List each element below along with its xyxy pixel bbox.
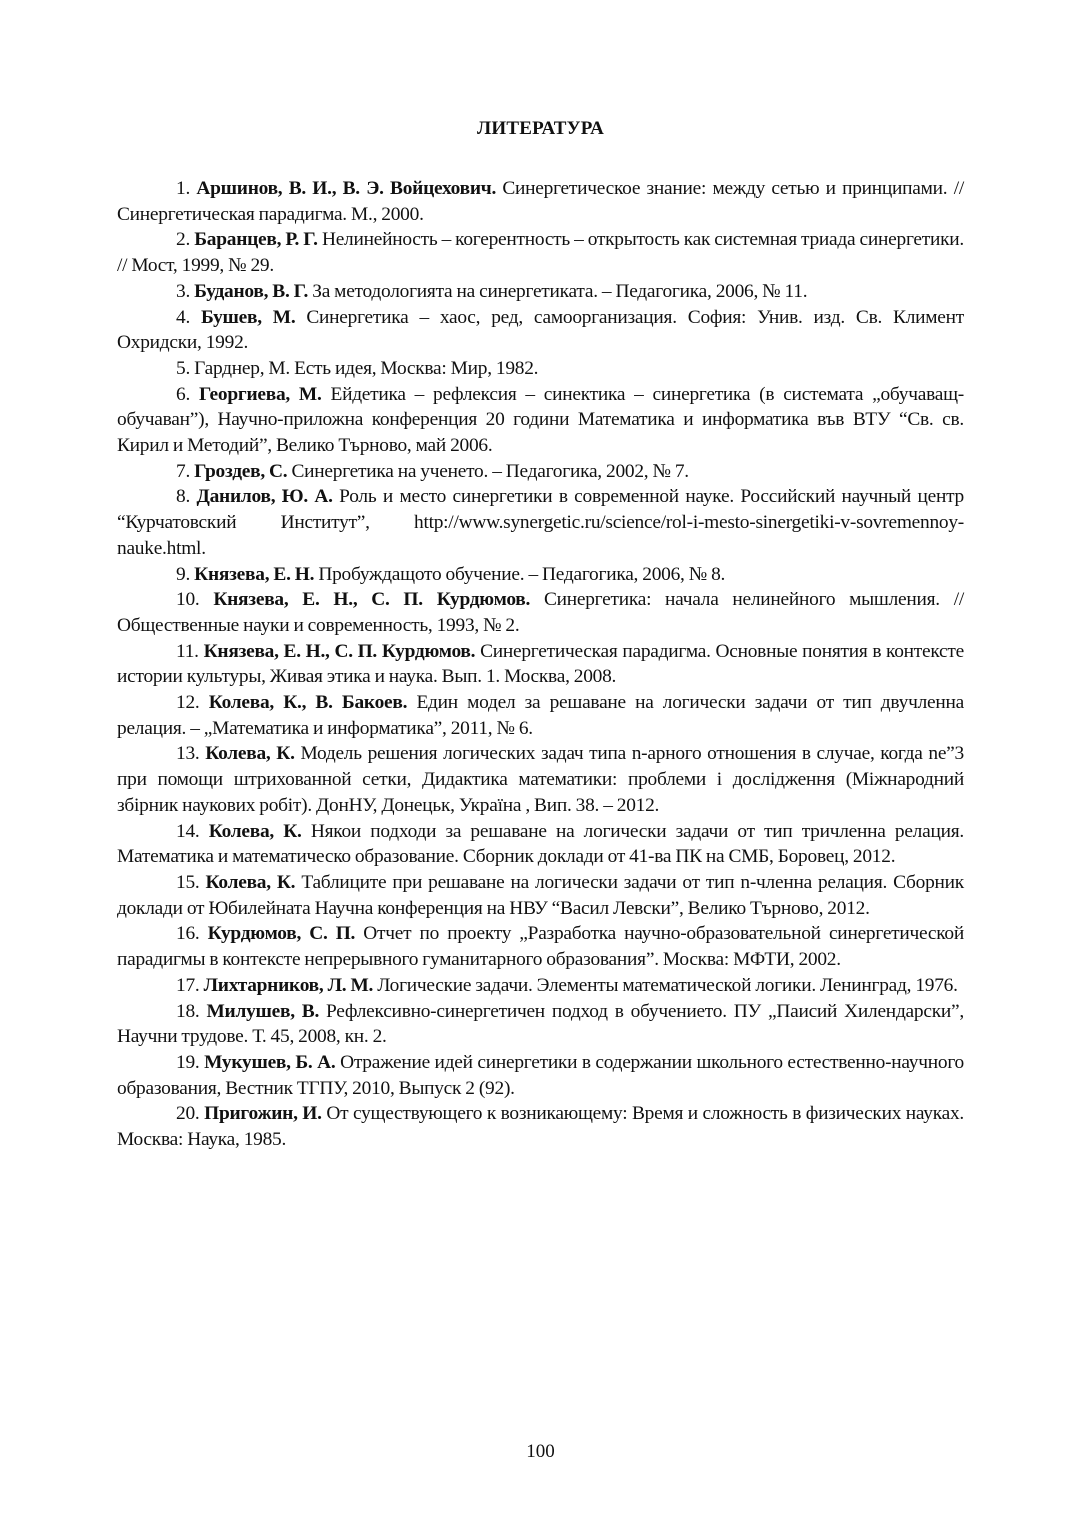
document-page — [117, 0, 964, 1536]
reference-number: 15. — [176, 871, 200, 893]
reference-list — [117, 176, 964, 1153]
reference-number: 17. — [176, 974, 200, 996]
reference-item — [117, 587, 964, 638]
reference-number: 5. — [176, 357, 191, 379]
reference-number: 10. — [176, 589, 200, 611]
reference-item — [117, 973, 964, 999]
reference-number: 3. — [176, 280, 191, 302]
reference-author: Пригожин, И. — [204, 1103, 322, 1125]
reference-text: Някои подходи за решаване на логически задачи от тип тричленна релация. Математика и математическо образование. Сборник доклади от 41-ва ПК на СМБ, Боровец, 2012. — [117, 820, 964, 868]
reference-number: 18. — [176, 1000, 200, 1022]
reference-item — [117, 305, 964, 356]
reference-text: Роль и место синергетики в современной науке. Российский научный центр “Курчатовский Институт”, http://www.synergetic.ru/science/rol-i-mesto-sinergetiki-v-sovremennoy-nauke.html. — [117, 486, 964, 559]
reference-text: Модель решения логических задач типа n-арного отношения в случае, когда nе”3 при помощи штрихованной сетки, Дидактика математики: проблеми і дослідження (Міжнародний збірник наукових робіт). ДонНУ, Донецьк, Україна , Вип. 38. – 2012. — [117, 743, 964, 816]
reference-text: Рефлексивно-синергетичен подход в обучението. ПУ „Паисий Хилендарски”, Научни трудове. Т. 45, 2008, кн. 2. — [117, 1000, 964, 1048]
reference-number: 19. — [176, 1051, 200, 1073]
reference-author: Князева, Е. Н., С. П. Курдюмов. — [203, 640, 476, 662]
reference-item — [117, 741, 964, 818]
reference-number: 16. — [176, 923, 200, 945]
reference-number: 20. — [176, 1103, 200, 1125]
reference-author: Курдюмов, С. П. — [207, 923, 356, 945]
reference-number: 11. — [176, 640, 199, 662]
reference-author: Георгиева, М. — [198, 383, 322, 405]
reference-item — [117, 356, 964, 382]
reference-item — [117, 176, 964, 227]
reference-item — [117, 639, 964, 690]
reference-text: Пробуждащото обучение. – Педагогика, 2006, № 8. — [318, 563, 726, 585]
reference-number: 12. — [176, 692, 200, 714]
reference-item — [117, 690, 964, 741]
reference-item — [117, 279, 964, 305]
reference-number: 1. — [176, 178, 191, 199]
reference-author: Колева, К. — [205, 871, 296, 893]
reference-text: Отчет по проекту „Разработка научно-образовательной синергетической парадигмы в контексте непрерывного гуманитарного образования”. Москва: МФТИ, 2002. — [117, 923, 964, 971]
reference-text: За методологията на синергетиката. – Педагогика, 2006, № 11. — [312, 280, 808, 302]
reference-author: Князева, Е. Н. — [194, 563, 315, 585]
reference-item — [117, 484, 964, 561]
reference-number: 14. — [176, 820, 200, 842]
reference-item — [117, 562, 964, 588]
reference-text: Отражение идей синергетики в содержании школьного естественно-научного образования, Вестник ТГПУ, 2010, Выпуск 2 (92). — [117, 1051, 964, 1099]
reference-text: Един модел за решаване на логически задачи от тип двучленна релация. – „Математика и информатика”, 2011, № 6. — [117, 692, 965, 739]
reference-number: 9. — [176, 563, 191, 585]
reference-text: От существующего к возникающему: Время и сложность в физических науках. Москва: Наука, 1985. — [117, 1103, 964, 1151]
reference-text: Гарднер, М. Есть идея, Москва: Мир, 1982. — [194, 357, 539, 379]
reference-text: Синергетика: начала нелинейного мышления. // Общественные науки и современность, 1993, № 2. — [117, 589, 964, 636]
reference-text: Нелинейность – когерентность – открытость как системная триада синергетики. // Мост, 1999, № 29. — [117, 229, 964, 277]
reference-author: Лихтарников, Л. М. — [203, 974, 374, 996]
reference-author: Мукушев, Б. А. — [204, 1051, 336, 1073]
reference-author: Колева, К. — [208, 820, 302, 842]
reference-number: 7. — [176, 460, 191, 482]
reference-number: 13. — [176, 743, 200, 765]
reference-author: Данилов, Ю. А. — [196, 486, 333, 508]
reference-number: 2. — [176, 229, 191, 251]
reference-item — [117, 459, 964, 485]
reference-item — [117, 382, 964, 459]
reference-text: Синергетическая парадигма. Основные понятия в контексте истории культуры, Живая этика и наука. Вып. 1. Москва, 2008. — [117, 640, 964, 688]
reference-author: Буданов, В. Г. — [194, 280, 309, 302]
reference-item — [117, 819, 964, 870]
reference-text: Синергетика на ученето. – Педагогика, 2002, № 7. — [291, 460, 689, 482]
page-title: ЛИТЕРАТУРА — [476, 118, 605, 139]
reference-author: Колева, К. — [205, 743, 295, 765]
reference-item — [117, 1050, 964, 1101]
reference-text: Ейдетика – рефлексия – синектика – синергетика (в системата „обучаващ-обучаван”), Научно-приложна конференция 20 години Математика и информатика във ВТУ “Св. св. Кирил и Методий”, Велико Търново, май 2006. — [117, 383, 964, 457]
page-number: 100 — [526, 1441, 555, 1462]
reference-number: 4. — [176, 306, 191, 328]
reference-author: Милушев, В. — [206, 1000, 320, 1022]
reference-author: Аршинов, В. И., В. Э. Войцехович. — [196, 178, 497, 199]
reference-author: Колева, К., В. Бакоев. — [208, 692, 408, 714]
reference-author: Баранцев, Р. Г. — [194, 229, 318, 251]
reference-author: Князева, Е. Н., С. П. Курдюмов. — [213, 589, 531, 611]
reference-item — [117, 921, 964, 972]
reference-author: Гроздев, С. — [194, 460, 288, 482]
reference-item — [117, 1101, 964, 1152]
reference-item — [117, 999, 964, 1050]
reference-text: Синергетика – хаос, ред, самоорганизация. София: Унив. изд. Св. Климент Охридски, 1992. — [117, 306, 964, 354]
reference-text: Синергетическое знание: между сетью и принципами. //Синергетическая парадигма. М., 2000. — [117, 178, 964, 225]
reference-number: 8. — [176, 486, 191, 508]
reference-number: 6. — [176, 383, 191, 405]
reference-item — [117, 870, 964, 921]
reference-author: Бушев, М. — [201, 306, 296, 328]
reference-item — [117, 227, 964, 278]
reference-text: Таблиците при решаване на логически задачи от тип n-членна релация. Сборник доклади от Юбилейната Научна конференция на НВУ “Васил Левски”, Велико Търново, 2012. — [117, 871, 964, 919]
reference-text: Логические задачи. Элементы математической логики. Ленинград, 1976. — [377, 974, 958, 996]
